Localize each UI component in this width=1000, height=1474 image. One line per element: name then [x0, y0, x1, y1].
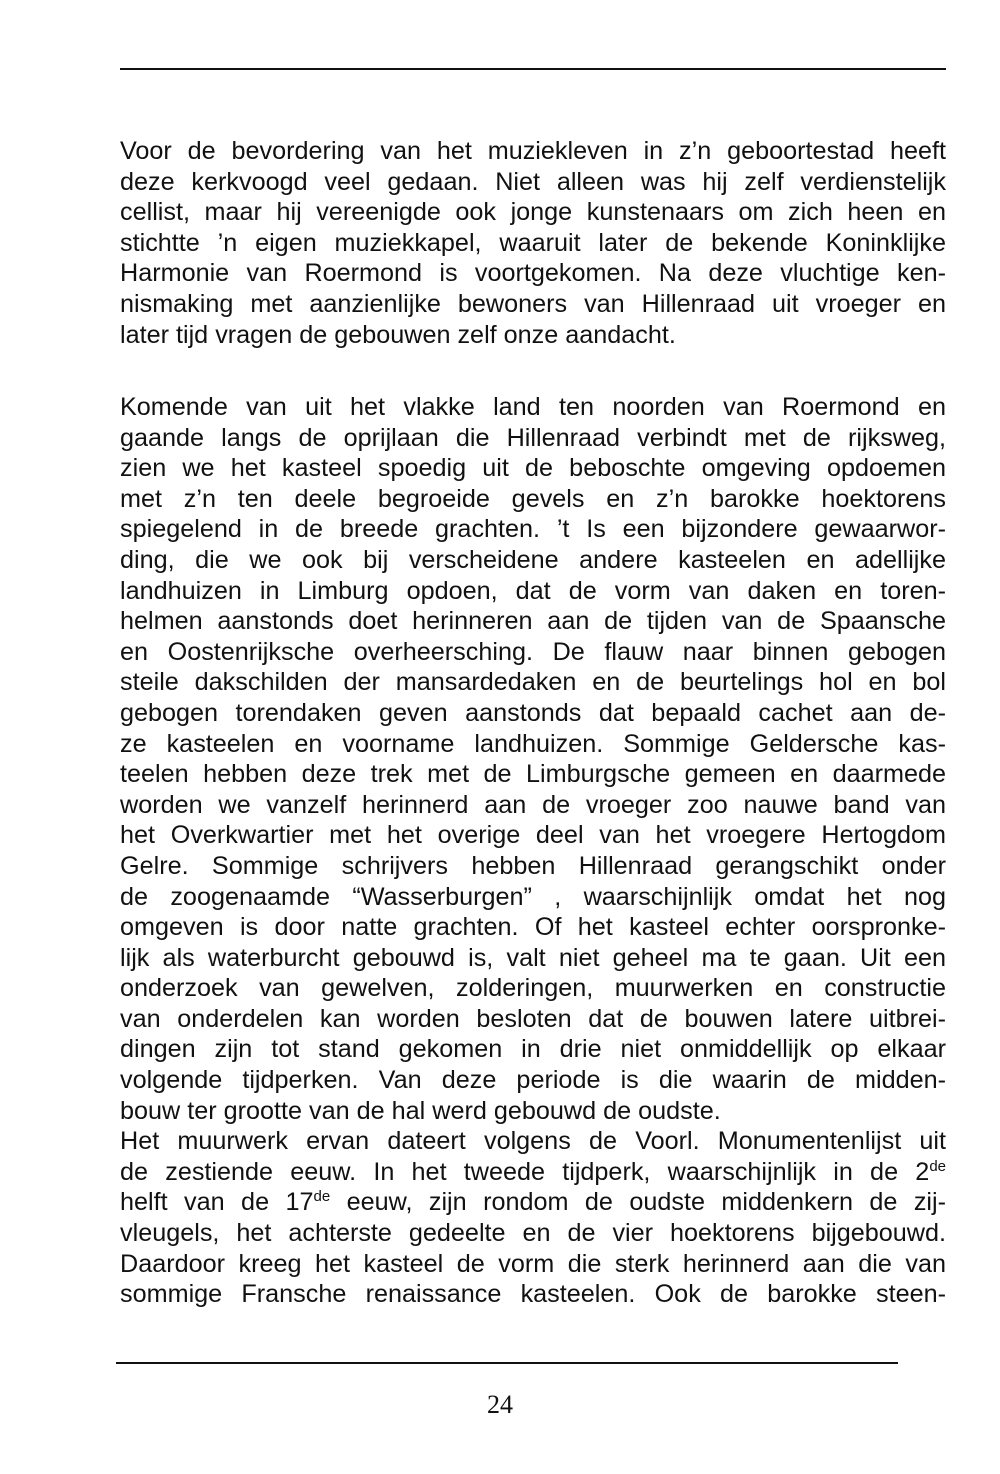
text-line: Komende van uit het vlakke land ten noorden van Roermond en	[120, 393, 946, 421]
paragraph-1	[120, 136, 946, 350]
text-line: nismaking met aanzienlijke bewoners van Hillenraad uit vroeger en	[120, 289, 946, 318]
text-fragment: eeuw, zijn rondom de oudste middenkern de zij-	[330, 1188, 947, 1217]
text-line: steile dakschilden der mansardedaken en de beurtelings hol en bol	[120, 668, 946, 697]
text-line: Harmonie van Roermond is voortgekomen. Na deze vluchtige ken-	[120, 259, 946, 288]
text-line: Daardoor kreeg het kasteel de vorm die sterk herinnerd aan die van	[120, 1249, 946, 1278]
text-line: gebogen torendaken geven aanstonds dat bepaald cachet aan de-	[120, 698, 946, 727]
ordinal-superscript: de	[929, 1157, 946, 1175]
text-line-helft	[120, 1187, 946, 1218]
text-line: de zoogenaamde “Wasserburgen” , waarschijnlijk omdat het nog	[120, 882, 946, 911]
text-line: deze kerkvoogd veel gedaan. Niet alleen was hij zelf verdienstelijk	[120, 167, 946, 196]
text-line: met z’n ten deele begroeide gevels en z’n barokke hoektorens	[120, 484, 946, 513]
paragraph-2	[120, 392, 946, 1310]
text-line: gaande langs de oprijlaan die Hillenraad verbindt met de rijksweg,	[120, 423, 946, 452]
text-line: en Oostenrijksche overheersching. De flauw naar binnen gebogen	[120, 637, 946, 666]
text-line: cellist, maar hij vereenigde ook jonge kunstenaars om zich heen en	[120, 198, 946, 227]
text-line: omgeven is door natte grachten. Of het kasteel echter oorspronke-	[120, 913, 946, 942]
text-line: landhuizen in Limburg opdoen, dat de vorm van daken en toren-	[120, 576, 946, 605]
ordinal-superscript: de	[313, 1188, 331, 1206]
text-line: worden we vanzelf herinnerd aan de vroeger zoo nauwe band van	[120, 790, 946, 819]
text-line: het Overkwartier met het overige deel van het vroegere Hertogdom	[120, 821, 946, 850]
text-line: Gelre. Sommige schrijvers hebben Hillenraad gerangschikt onder	[120, 851, 946, 880]
text-line: onderzoek van gewelven, zolderingen, muurwerken en constructie	[120, 974, 946, 1003]
text-line: Voor de bevordering van het muziekleven in z’n geboortestad heeft	[120, 137, 946, 165]
text-line: helmen aanstonds doet herinneren aan de tijden van de Spaansche	[120, 607, 946, 636]
text-line: zien we het kasteel spoedig uit de beboschte omgeving opdoemen	[120, 454, 946, 483]
text-line: van onderdelen kan worden besloten dat de bouwen latere uitbrei-	[120, 1004, 946, 1033]
text-fragment: de zestiende eeuw. In het tweede tijdperk, waarschijnlijk in de 2	[120, 1157, 930, 1186]
text-line: later tijd vragen de gebouwen zelf onze aandacht.	[120, 320, 676, 349]
text-line: Het muurwerk ervan dateert volgens de Voorl. Monumentenlijst uit	[120, 1127, 946, 1156]
text-line: vleugels, het achterste gedeelte en de vier hoektorens bijgebouwd.	[120, 1219, 946, 1248]
text-line: ze kasteelen en voorname landhuizen. Sommige Geldersche kas-	[120, 729, 946, 758]
text-fragment: helft van de 17	[120, 1188, 314, 1217]
text-line: lijk als waterburcht gebouwd is, valt niet geheel ma te gaan. Uit een	[120, 943, 946, 972]
page-number: 24	[487, 1390, 513, 1419]
text-line: teelen hebben deze trek met de Limburgsche gemeen en daarmede	[120, 760, 946, 789]
text-line: sommige Fransche renaissance kasteelen. Ook de barokke steen-	[120, 1280, 946, 1309]
text-line: ding, die we ook bij verscheidene andere kasteelen en adellijke	[120, 545, 946, 574]
text-line: volgende tijdperken. Van deze periode is die waarin de midden-	[120, 1066, 946, 1095]
text-line: dingen zijn tot stand gekomen in drie niet onmiddellijk op elkaar	[120, 1035, 946, 1064]
text-line: bouw ter grootte van de hal werd gebouwd de oudste.	[120, 1096, 721, 1125]
bottom-rule	[116, 1362, 898, 1364]
text-line: spiegelend in de breede grachten. ’t Is een bijzondere gewaarwor-	[120, 515, 946, 544]
text-line: stichtte ’n eigen muziekkapel, waaruit later de bekende Koninklijke	[120, 228, 946, 257]
text-line-zestiende	[120, 1157, 946, 1188]
top-rule	[120, 68, 946, 70]
